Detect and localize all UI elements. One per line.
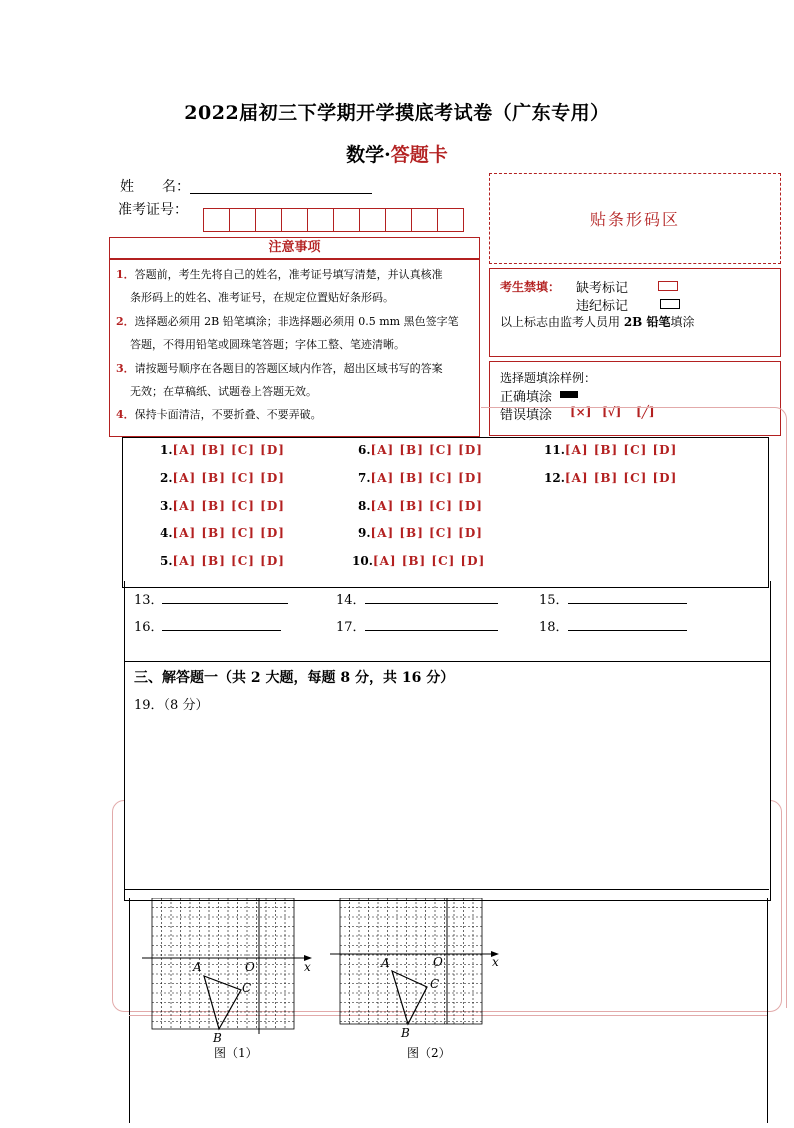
mc-question[interactable]: 9.[A] [B] [C] [D] [358, 526, 483, 540]
mc-question[interactable]: 5.[A] [B] [C] [D] [160, 554, 285, 568]
label-c-2: C [430, 977, 440, 991]
label-o-2: O [433, 955, 443, 969]
mc-question[interactable]: 4.[A] [B] [C] [D] [160, 526, 285, 540]
wrong-mark-3: [╱] [636, 405, 655, 419]
label-b-2: B [401, 1026, 410, 1040]
label-a-1: A [193, 960, 202, 974]
mc-question[interactable]: 8.[A] [B] [C] [D] [358, 499, 483, 513]
frame-right [767, 898, 768, 1123]
correct-fill-label: 正确填涂 [500, 390, 553, 405]
mc-question[interactable]: 7.[A] [B] [C] [D] [358, 471, 483, 485]
label-o-1: O [245, 960, 255, 974]
mc-question[interactable]: 11.[A] [B] [C] [D] [544, 443, 678, 457]
notice-item: 条形码上的姓名、准考证号，在规定位置贴好条形码。 [130, 291, 394, 304]
label-x-1: x [304, 960, 311, 974]
subtitle-subject: 数学· [346, 144, 391, 166]
id-label: 准考证号： [118, 202, 188, 218]
wrong-mark-2: [√] [602, 405, 622, 419]
wrong-mark-1: [×] [570, 405, 592, 419]
id-digit-box[interactable] [411, 208, 438, 232]
label-c-1: C [242, 981, 252, 995]
mc-question[interactable]: 10.[A] [B] [C] [D] [352, 554, 486, 568]
name-field[interactable] [190, 192, 372, 194]
id-digit-box[interactable] [229, 208, 256, 232]
grid-2 [340, 898, 482, 1024]
name-label: 姓 名： [120, 179, 190, 195]
absent-mark-box[interactable] [658, 281, 678, 291]
notice-item: 1．答题前，考生先将自己的姓名，准考证号填写清楚，并认真核准 [116, 268, 443, 281]
notice-item: 无效；在草稿纸、试题卷上答题无效。 [130, 385, 317, 398]
id-digit-box[interactable] [333, 208, 360, 232]
label-a-2: A [381, 956, 390, 970]
section3-box [124, 661, 771, 901]
label-b-1: B [213, 1031, 222, 1045]
absent-label: 缺考标记 [576, 281, 629, 296]
grid-1 [152, 898, 294, 1029]
id-digit-box[interactable] [255, 208, 282, 232]
page-subtitle [0, 140, 794, 167]
fill-example-title: 选择题填涂样例： [500, 371, 597, 385]
barcode-area: 贴条形码区 [489, 173, 781, 264]
fill-label: 16． [134, 620, 164, 635]
frame-left [129, 898, 130, 1123]
figure-2 [330, 898, 510, 1063]
fill-line[interactable] [365, 629, 498, 631]
fill-label: 15． [539, 593, 569, 608]
mc-question[interactable]: 6.[A] [B] [C] [D] [358, 443, 483, 457]
id-number-boxes[interactable] [204, 208, 464, 232]
mc-question[interactable]: 2.[A] [B] [C] [D] [160, 471, 285, 485]
figure-1 [140, 898, 325, 1063]
fill-label: 13． [134, 593, 164, 608]
subtitle-card: 答题卡 [390, 144, 448, 166]
fill-line[interactable] [162, 602, 288, 604]
id-digit-box[interactable] [281, 208, 308, 232]
fill-line[interactable] [568, 602, 687, 604]
mc-question[interactable]: 12.[A] [B] [C] [D] [544, 471, 678, 485]
exam-marks-label: 考生禁填： [500, 280, 561, 294]
notice-item: 答题，不得用铅笔或圆珠笔答题；字体工整、笔迹清晰。 [130, 338, 405, 351]
mc-question[interactable]: 1.[A] [B] [C] [D] [160, 443, 285, 457]
notice-item: 3．请按题号顺序在各题目的答题区域内作答，超出区域书写的答案 [116, 362, 443, 375]
figure-1-caption: 图（1） [214, 1046, 258, 1060]
id-digit-box[interactable] [437, 208, 464, 232]
q19-label: 19．（8 分） [134, 698, 209, 713]
fill-line[interactable] [162, 629, 281, 631]
id-digit-box[interactable] [203, 208, 230, 232]
marks-note: 以上标志由监考人员用 2B 铅笔填涂 [500, 315, 695, 329]
violation-label: 违纪标记 [576, 299, 629, 314]
correct-fill-sample [560, 391, 578, 398]
fill-label: 18． [539, 620, 569, 635]
wrong-fill-label: 错误填涂 [500, 408, 553, 423]
id-digit-box[interactable] [359, 208, 386, 232]
label-x-2: x [492, 955, 499, 969]
id-digit-box[interactable] [385, 208, 412, 232]
fill-label: 17． [336, 620, 366, 635]
mc-question[interactable]: 3.[A] [B] [C] [D] [160, 499, 285, 513]
fill-label: 14． [336, 593, 366, 608]
fill-blank-section [124, 581, 771, 662]
mc-section [122, 437, 769, 588]
notice-item: 2．选择题必须用 2B 铅笔填涂；非选择题必须用 0.5 mm 黑色签字笔 [116, 315, 459, 328]
section3-heading: 三、解答题一（共 2 大题，每题 8 分，共 16 分） [134, 670, 455, 686]
violation-mark-box[interactable] [660, 299, 680, 309]
notice-heading: 注意事项 [109, 237, 480, 259]
grid-border-1 [152, 898, 294, 1029]
page-title: 2022届初三下学期开学摸底考试卷（广东专用） [184, 102, 610, 124]
id-digit-box[interactable] [307, 208, 334, 232]
fill-line[interactable] [365, 602, 498, 604]
notice-body [109, 259, 480, 437]
fill-line[interactable] [568, 629, 687, 631]
exam-marks-box [489, 268, 781, 357]
figure-2-caption: 图（2） [407, 1046, 451, 1060]
notice-item: 4．保持卡面清洁，不要折叠、不要弄破。 [116, 408, 322, 421]
